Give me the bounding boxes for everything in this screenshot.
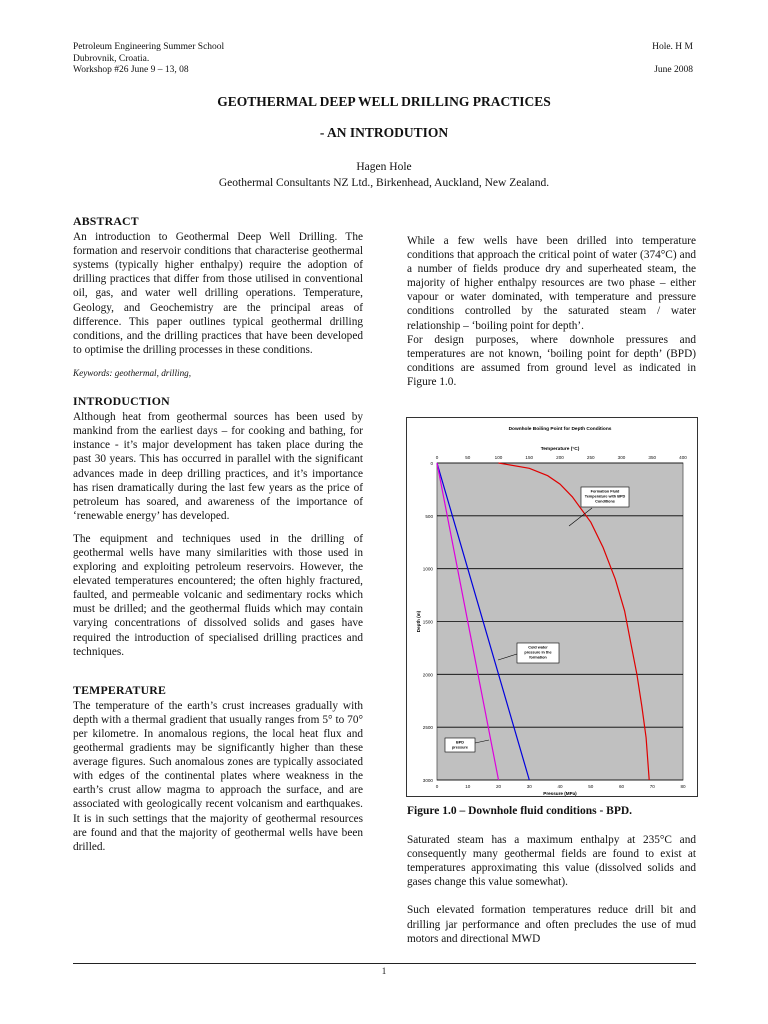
right-paragraph-4: Such elevated formation temperatures reduce drill bit and drilling jar performance and often precludes the use of mud motors and directional MWD — [407, 904, 696, 945]
paper-title: GEOTHERMAL DEEP WELL DRILLING PRACTICES — [217, 94, 551, 109]
running-header-right — [652, 42, 693, 77]
author-name: Hagen Hole — [356, 161, 412, 173]
depth-tick-label: 3000 — [422, 778, 433, 783]
right-paragraph-2: For design purposes, where downhole pressures and temperatures are not known, ‘boiling point for depth’ (BPD) conditions are assumed from ground level as indicated in Figure 1.0. — [407, 333, 696, 388]
header-workshop: Workshop #26 June 9 – 13, 08 — [73, 65, 189, 75]
temperature-tick-label: 150 — [525, 455, 534, 460]
pressure-tick-label: 70 — [649, 784, 655, 789]
temperature-tick-label: 250 — [586, 455, 595, 460]
pressure-tick-label: 50 — [588, 784, 594, 789]
introduction-paragraph-1: Although heat from geothermal sources has been used by mankind from the earliest days – for cooking and bathing, for instance - it’s major development has taken place during the past 30 years. This has occurred in parallel with the significant advances made in deep drilling practices, and it’s importance has risen dramatically during the last few years as the price of petroleum has soared, and awareness of the importance of ‘renewable energy’ has developed. — [73, 411, 363, 522]
header-spacer — [652, 54, 693, 66]
depth-tick-label: 1000 — [422, 566, 433, 572]
temperature-tick-label: 100 — [494, 455, 503, 460]
figure-chart — [406, 417, 698, 797]
depth-tick-label: 500 — [425, 513, 433, 519]
introduction-heading: INTRODUCTION — [73, 394, 170, 409]
pressure-tick-label: 60 — [618, 784, 625, 789]
page-number: 1 — [381, 966, 387, 976]
paper-subtitle: - AN INTRODUTION — [319, 125, 449, 140]
temperature-tick-label: 0 — [435, 455, 439, 460]
annotation-cold-water-text: pressure in the — [524, 650, 552, 655]
bpd-chart — [407, 418, 697, 796]
annotation-cold-water-text: formation — [529, 655, 547, 660]
abstract-text: An introduction to Geothermal Deep Well Drilling. The formation and reservoir conditions that characterise geothermal systems (typically higher enthalpy) require the adoption of drilling practices that differ from those utilised in conventional oil, gas, and water well drilling operations. Temperature, Geology, and Geochemistry are the principal areas of difference. This paper outlines typical geothermal drilling conditions, and the drilling practices that have been developed to optimise the drilling processes in these conditions. — [73, 231, 363, 356]
header-date: June 2008 — [654, 65, 693, 75]
pressure-tick-label: 10 — [465, 784, 471, 789]
temperature-tick-label: 300 — [617, 455, 626, 460]
temperature-tick-label: 350 — [648, 455, 657, 460]
footer-rule — [73, 963, 696, 964]
temperature-heading: TEMPERATURE — [73, 682, 167, 697]
author-affiliation: Geothermal Consultants NZ Ltd., Birkenhead, Auckland, New Zealand. — [218, 177, 550, 189]
header-author: Hole. H M — [652, 42, 693, 52]
chart-title: Downhole Boiling Point for Depth Conditions — [508, 427, 612, 432]
temperature-tick-label: 200 — [556, 455, 564, 460]
temperature-tick-label: 50 — [465, 455, 471, 460]
annotation-cold-water-text: Cold water — [528, 645, 548, 650]
temperature-axis-label: Temperature (°C) — [540, 447, 580, 452]
header-location: Dubrovnik, Croatia. — [73, 53, 150, 64]
left-column — [73, 214, 363, 854]
pressure-tick-label: 0 — [435, 784, 439, 789]
annotation-formation-fluid-text: Formation Fluid — [590, 489, 620, 494]
pressure-tick-label: 40 — [557, 784, 563, 789]
pressure-axis-label: Pressure (MPa) — [543, 791, 577, 796]
temperature-tick-label: 400 — [679, 455, 687, 460]
depth-tick-label: 2000 — [422, 672, 433, 678]
keywords: Keywords: geothermal, drilling, — [73, 367, 192, 378]
pressure-tick-label: 20 — [495, 784, 502, 789]
annotation-formation-fluid-text: Conditions — [595, 499, 615, 504]
right-column-top — [407, 234, 696, 389]
depth-tick-label: 0 — [430, 461, 433, 466]
depth-tick-label: 2500 — [422, 725, 433, 731]
temperature-paragraph-1: The temperature of the earth’s crust increases gradually with depth with a thermal gradient that usually ranges from 5° to 70° per kilometre. In anomalous regions, the local heat flux and geothermal gradients may be significantly higher than these average figures. Such anomalous zones are typically associated with edges of the continental plates where weakness in the earth’s crust allow magma to approach the surface, and are associated with geologically recent volcanism and earthquakes. It is in such settings that the majority of geothermal resources are found and that the majority of geothermal wells have been drilled. — [73, 699, 363, 853]
pressure-tick-label: 30 — [526, 784, 532, 789]
introduction-paragraph-2: The equipment and techniques used in the drilling of geothermal wells have many similarities with those used in exploring and exploiting petroleum reservoirs. However, the elevated temperatures encountered; the often highly fractured, faulted, and permeable volcanic and sedimentary rocks which must be drilled; and the geothermal fluids which may contain varying concentrations of dissolved solids and gases have required the introduction of specialised drilling practices and techniques. — [73, 532, 363, 658]
annotation-formation-fluid-text: Temperature with BPD — [584, 494, 626, 499]
right-paragraph-1: While a few wells have been drilled into temperature conditions that approach the critical point of water (374°C) and a number of fields produce dry and superheated steam, the majority of higher enthalpy resources are two phase – either vapour or water dominated, with temperature and pressure conditions controlled by the saturated steam / water relationship – ‘boiling point for depth’. — [407, 235, 696, 332]
header-school: Petroleum Engineering Summer School — [73, 42, 225, 52]
depth-tick-label: 1500 — [422, 619, 433, 625]
pressure-tick-label: 80 — [680, 784, 686, 789]
abstract-heading: ABSTRACT — [73, 214, 139, 228]
annotation-bpd-pressure-text: pressure — [451, 745, 469, 750]
right-paragraph-3: Saturated steam has a maximum enthalpy at 235°C and consequently many geothermal fields are found to exist at temperatures approximating this value (dissolved solids and gases change this value somewhat). — [407, 834, 696, 889]
running-header-left — [73, 42, 224, 77]
right-column-bottom — [407, 804, 696, 946]
figure-caption: Figure 1.0 – Downhole fluid conditions - BPD. — [407, 805, 633, 817]
annotation-bpd-pressure-text: BPD — [455, 740, 465, 745]
depth-axis-label: Depth (m) — [416, 610, 421, 633]
